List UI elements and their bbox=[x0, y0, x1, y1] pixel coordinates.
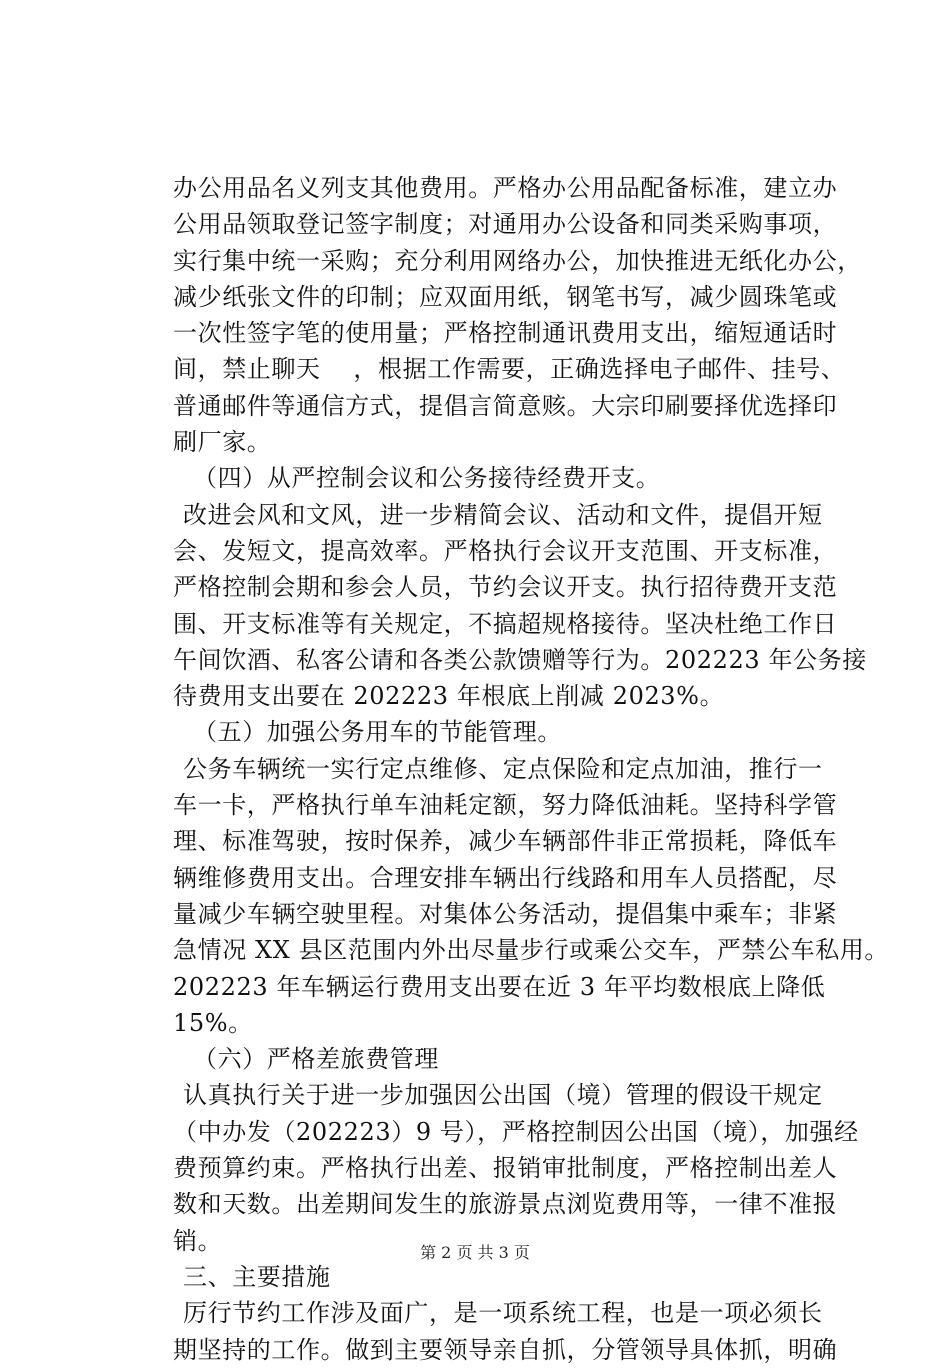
text-line: 待费用支出要在 202223 年根底上削减 2023%。 bbox=[173, 682, 725, 711]
text-line: 厉行节约工作涉及面广，是一项系统工程，也是一项必须长 bbox=[183, 1299, 823, 1328]
text-line: 辆维修费用支出。合理安排车辆出行线路和用车人员搭配，尽 bbox=[173, 863, 838, 892]
text-line: 会、发短文，提高效率。严格执行会议开支范围、开支标准， bbox=[173, 536, 838, 565]
text-line: 费预算约束。严格执行出差、报销审批制度，严格控制出差人 bbox=[173, 1154, 838, 1183]
text-line: 急情况 XX 县区范围内外出尽量步行或乘公交车，严禁公车私用。 bbox=[173, 936, 890, 965]
text-line: 实行集中统一采购；充分利用网络办公，加快推进无纸化办公， bbox=[173, 246, 862, 275]
text-line: 销。 bbox=[173, 1226, 223, 1255]
page-footer: 第 2 页 共 3 页 bbox=[420, 1243, 530, 1262]
section-heading: （四）从严控制会议和公务接待经费开支。 bbox=[193, 464, 661, 493]
text-line: 量减少车辆空驶里程。对集体公务活动，提倡集中乘车；非紧 bbox=[173, 899, 838, 928]
text-line: 严格控制会期和参会人员，节约会议开支。执行招待费开支范 bbox=[173, 573, 838, 602]
text-line: 认真执行关于进一步加强因公出国（境）管理的假设干规定 bbox=[183, 1081, 823, 1110]
text-line: 公用品领取登记签字制度；对通用办公设备和同类采购事项， bbox=[173, 210, 838, 239]
text-line: （中办发（202223）9 号），严格控制因公出国（境），加强经 bbox=[173, 1117, 859, 1146]
text-line: 办公用品名义列支其他费用。严格办公用品配备标准，建立办 bbox=[173, 174, 838, 202]
section-heading: 三、主要措施 bbox=[183, 1262, 331, 1291]
body-text bbox=[173, 170, 890, 1368]
text-line: 间，禁止聊天 ，根据工作需要，正确选择电子邮件、挂号、 bbox=[173, 355, 846, 384]
text-line: 15%。 bbox=[173, 1008, 253, 1037]
text-line: 车一卡，严格执行单车油耗定额，努力降低油耗。坚持科学管 bbox=[173, 791, 838, 820]
text-line: 202223 年车辆运行费用支出要在近 3 年平均数根底上降低 bbox=[173, 972, 826, 1001]
text-line: 理、标准驾驶，按时保养，减少车辆部件非正常损耗，降低车 bbox=[173, 827, 838, 856]
section-heading: （六）严格差旅费管理 bbox=[193, 1045, 439, 1074]
text-line: 普通邮件等通信方式，提倡言简意赅。大宗印刷要择优选择印 bbox=[173, 391, 838, 420]
text-line: 公务车辆统一实行定点维修、定点保险和定点加油，推行一 bbox=[183, 754, 823, 783]
text-line: 数和天数。出差期间发生的旅游景点浏览费用等，一律不准报 bbox=[173, 1190, 838, 1219]
text-line: 刷厂家。 bbox=[173, 428, 272, 457]
text-line: 期坚持的工作。做到主要领导亲自抓，分管领导具体抓，明确 bbox=[173, 1335, 838, 1364]
section-heading: （五）加强公务用车的节能管理。 bbox=[193, 718, 562, 747]
text-line: 午间饮酒、私客公请和各类公款馈赠等行为。202223 年公务接 bbox=[173, 645, 867, 674]
text-line: 减少纸张文件的印制；应双面用纸，钢笔书写，减少圆珠笔或 bbox=[173, 282, 838, 311]
text-line: 一次性签字笔的使用量；严格控制通讯费用支出，缩短通话时 bbox=[173, 319, 838, 348]
text-line: 改进会风和文风，进一步精简会议、活动和文件，提倡开短 bbox=[183, 500, 823, 529]
text-line: 围、开支标准等有关规定，不搞超规格接待。坚决杜绝工作日 bbox=[173, 609, 838, 638]
